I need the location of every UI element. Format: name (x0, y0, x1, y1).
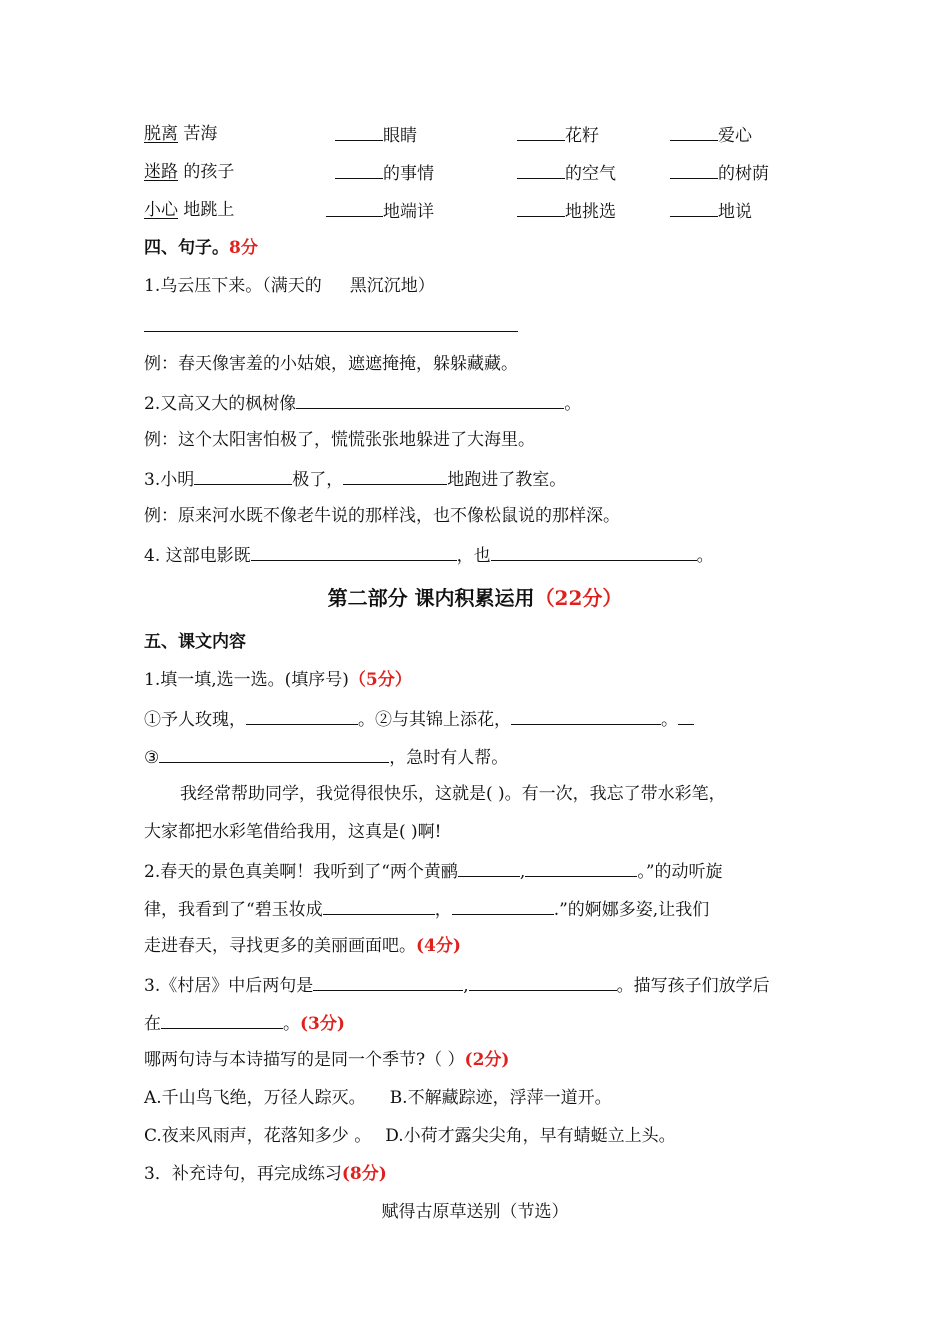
blank[interactable] (511, 706, 661, 725)
score-label: （5分） (348, 670, 412, 690)
title-text: 第二部分 课内积累运用 (327, 586, 535, 610)
blank[interactable] (517, 198, 565, 217)
phrase-underlined: 迷路 (144, 162, 178, 182)
phrase-r2c4[interactable] (670, 160, 769, 186)
score-label: (2分) (464, 1050, 510, 1070)
prompt-text: , (463, 976, 469, 996)
blank[interactable] (251, 542, 457, 561)
prompt-text: 走进春天，寻找更多的美丽画面吧。 (144, 936, 416, 956)
blank[interactable] (246, 706, 358, 725)
blank[interactable] (313, 972, 463, 991)
blank[interactable] (458, 858, 520, 877)
blank[interactable] (343, 466, 447, 485)
prompt-text: 极了， (292, 470, 344, 490)
phrase-text: 花籽 (565, 126, 599, 146)
phrase-text: 的树荫 (718, 164, 769, 184)
blank[interactable] (335, 122, 383, 141)
score-label: 8分 (229, 238, 258, 258)
prompt-text: 2.又高又大的枫树像 (144, 394, 297, 414)
prompt-text: 。 (283, 1014, 300, 1034)
option-a[interactable]: A.千山鸟飞绝，万径人踪灭。 (144, 1088, 366, 1108)
sentence-2[interactable] (144, 390, 581, 416)
score-label: (8分) (341, 1164, 387, 1184)
example-1: 例：春天像害羞的小姑娘，遮遮掩掩，躲躲藏藏。 (144, 354, 518, 374)
sentence-1-prompt (144, 274, 435, 298)
heading-text: 四、句子。 (144, 238, 229, 258)
phrase-r1c1 (144, 122, 217, 146)
phrase-r3c3[interactable] (517, 198, 616, 224)
blank[interactable] (159, 744, 389, 763)
prompt-text: 在 (144, 1014, 161, 1034)
blank[interactable] (335, 160, 383, 179)
phrase-text: 爱心 (718, 126, 752, 146)
prompt-text: ③ (144, 748, 160, 768)
blank[interactable] (517, 160, 565, 179)
q2-line-1[interactable] (144, 858, 723, 884)
q3-line-2[interactable] (144, 1010, 345, 1036)
prompt-text: 律，我看到了“碧玉妆成 (144, 900, 323, 920)
score-label: (4分) (416, 936, 461, 956)
blank[interactable] (161, 1010, 283, 1029)
prompt-text: ①予人玫瑰， (144, 710, 246, 730)
prompt-text: 。描写孩子们放学后 (616, 976, 770, 996)
phrase-r3c1 (144, 198, 234, 222)
blank[interactable] (670, 122, 718, 141)
prompt-text: 地跑进了教室。 (447, 470, 567, 490)
score-label: （22分） (534, 586, 623, 610)
q1-line-1[interactable] (144, 706, 694, 732)
phrase-r2c1 (144, 160, 234, 184)
section-5-heading: 五、课文内容 (144, 632, 246, 652)
prompt-text: 哪两句诗与本诗描写的是同一个季节?（ ） (144, 1050, 465, 1070)
q3-options-ab (144, 1086, 612, 1110)
prompt-text: 3.《村居》中后两句是 (144, 976, 314, 996)
prompt-text: 2.春天的景色真美啊！我听到了“两个黄鹂 (144, 862, 458, 882)
blank[interactable] (452, 896, 554, 915)
prompt-text: .”的婀娜多姿,让我们 (553, 900, 710, 920)
phrase-r2c2[interactable] (335, 160, 434, 186)
q3-options-cd (144, 1124, 676, 1148)
prompt-text: 。 (564, 394, 582, 414)
prompt-text: ，急时有人帮。 (389, 748, 509, 768)
blank[interactable] (469, 972, 617, 991)
prompt-text: ，也 (456, 546, 491, 566)
phrase-text: 地跳上 (183, 200, 235, 220)
answer-line-1[interactable] (144, 331, 518, 332)
blank[interactable] (670, 160, 718, 179)
phrase-r1c3[interactable] (517, 122, 599, 148)
prompt-text: 。”的动听旋 (637, 862, 723, 882)
q3-line-1[interactable] (144, 972, 770, 998)
q1-paragraph-1: 我经常帮助同学，我觉得很快乐，这就是( )。有一次，我忘了带水彩笔， (180, 784, 726, 804)
phrase-text: 地挑选 (565, 202, 616, 222)
prompt-text: , (519, 862, 526, 882)
prompt-text: 3.小明 (144, 470, 195, 490)
prompt-text: 4. 这部电影既 (144, 546, 251, 566)
q1-title (144, 668, 412, 692)
prompt-text: 1.填一填,选一选。(填序号) (144, 670, 349, 690)
phrase-text: 地端详 (383, 202, 434, 222)
q4-title (144, 1162, 387, 1186)
part-2-title (0, 584, 950, 612)
prompt-text: ， (434, 900, 452, 920)
section-4-heading (144, 236, 258, 260)
phrase-text: 苦海 (183, 124, 218, 144)
phrase-text: 的事情 (383, 164, 434, 184)
example-2: 例：这个太阳害怕极了，慌慌张张地躲进了大海里。 (144, 430, 535, 450)
prompt-text: 3．补充诗句，再完成练习 (144, 1164, 342, 1184)
phrase-text: 眼睛 (383, 126, 417, 146)
score-label: (3分) (300, 1014, 345, 1034)
q1-line-2[interactable] (144, 744, 508, 770)
prompt-text: 1.乌云压下来。（满天的 (144, 276, 322, 296)
prompt-text: 黑沉沉地） (349, 276, 435, 296)
prompt-text: 。②与其锦上添花， (358, 710, 511, 730)
q3-choice-question (144, 1048, 509, 1072)
phrase-r1c4[interactable] (670, 122, 752, 148)
blank[interactable] (517, 122, 565, 141)
blank[interactable] (194, 466, 292, 485)
blank[interactable] (525, 858, 637, 877)
option-b[interactable]: B.不解藏踪迹，浮萍一道开。 (389, 1088, 612, 1108)
example-3: 例：原来河水既不像老牛说的那样浅，也不像松鼠说的那样深。 (144, 506, 620, 526)
q2-line-2[interactable] (144, 896, 709, 922)
phrase-underlined: 小心 (144, 200, 178, 220)
blank[interactable] (323, 896, 435, 915)
blank[interactable] (491, 542, 697, 561)
phrase-underlined: 脱离 (144, 124, 178, 144)
sentence-3[interactable] (144, 466, 566, 492)
q1-paragraph-2: 大家都把水彩笔借给我用，这真是( )啊! (144, 822, 442, 842)
phrase-r2c3[interactable] (517, 160, 616, 186)
option-c[interactable]: C.夜来风雨声，花落知多少 。 (144, 1126, 372, 1146)
poem-title: 赋得古原草送别（节选） (381, 1202, 569, 1222)
blank[interactable] (296, 390, 564, 409)
phrase-r3c2[interactable] (326, 198, 434, 224)
phrase-text: 地说 (718, 202, 752, 222)
blank[interactable] (678, 706, 694, 725)
prompt-text: 。 (696, 546, 714, 566)
prompt-text: 。 (661, 710, 678, 730)
sentence-4[interactable] (144, 542, 714, 568)
phrase-r1c2[interactable] (335, 122, 417, 148)
q2-line-3 (144, 934, 461, 958)
option-d[interactable]: D.小荷才露尖尖角，早有蜻蜓立上头。 (385, 1126, 676, 1146)
blank[interactable] (326, 198, 383, 217)
blank[interactable] (670, 198, 718, 217)
phrase-text: 的空气 (565, 164, 616, 184)
phrase-text: 的孩子 (183, 162, 235, 182)
phrase-r3c4[interactable] (670, 198, 752, 224)
